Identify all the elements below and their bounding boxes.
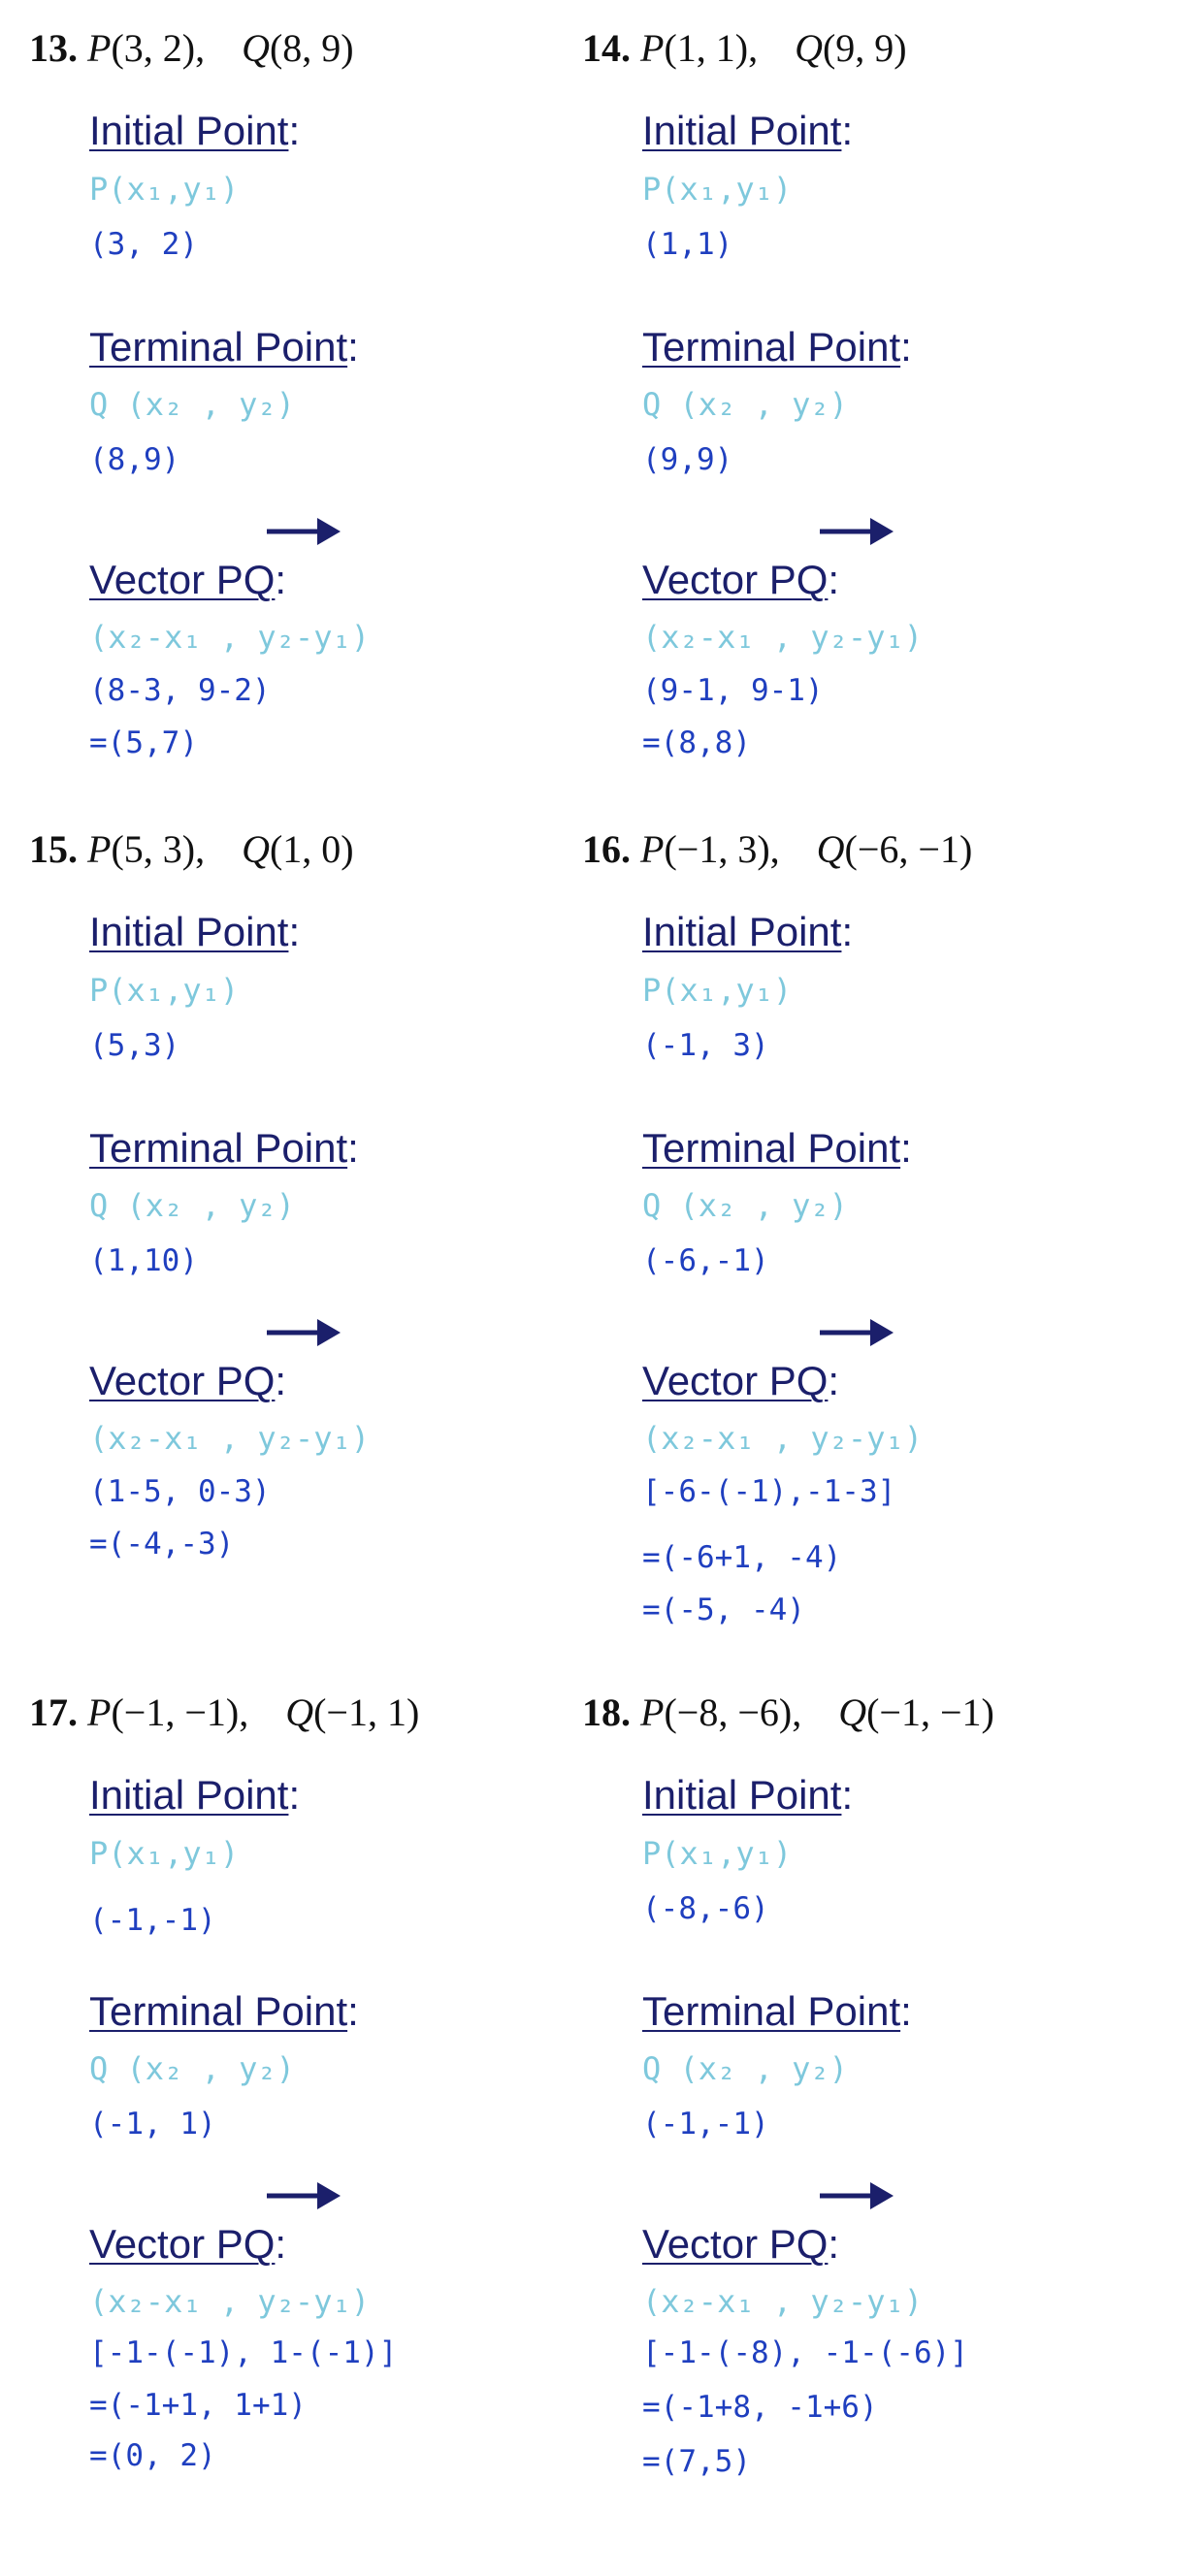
initial-formula: P(x₁,y₁) bbox=[642, 1835, 793, 1872]
vector-pq-label: Vector PQ: bbox=[642, 557, 840, 602]
vector-step-1: (1-5, 0-3) bbox=[89, 1474, 271, 1509]
problem-13 bbox=[29, 25, 572, 859]
initial-formula: P(x₁,y₁) bbox=[89, 1835, 240, 1872]
initial-value: (3, 2) bbox=[89, 227, 198, 262]
vector-step-1: [-6-(-1),-1-3] bbox=[642, 1474, 896, 1509]
terminal-formula: Q (x₂ , y₂) bbox=[642, 2050, 848, 2087]
problem-header: 17. P(−1, −1), Q(−1, 1) bbox=[29, 1690, 420, 1734]
initial-value: (-1,-1) bbox=[89, 1903, 216, 1938]
initial-point-label: Initial Point: bbox=[642, 1772, 854, 1818]
vector-step-2: =(-6+1, -4) bbox=[642, 1540, 842, 1575]
terminal-formula: Q (x₂ , y₂) bbox=[89, 1187, 295, 1224]
vector-step-2: =(-4,-3) bbox=[89, 1527, 235, 1562]
vector-formula: (x₂-x₁ , y₂-y₁) bbox=[642, 619, 923, 656]
terminal-formula: Q (x₂ , y₂) bbox=[89, 386, 295, 423]
terminal-value: (-1, 1) bbox=[89, 2107, 216, 2141]
vector-step-1: [-1-(-8), -1-(-6)] bbox=[642, 2335, 968, 2370]
vector-arrow-icon bbox=[818, 1316, 895, 1349]
problem-16 bbox=[582, 826, 1125, 1660]
initial-value: (5,3) bbox=[89, 1028, 180, 1063]
initial-value: (-8,-6) bbox=[642, 1891, 769, 1926]
vector-step-2: =(8,8) bbox=[642, 725, 751, 760]
terminal-formula: Q (x₂ , y₂) bbox=[642, 386, 848, 423]
vector-step-3: =(7,5) bbox=[642, 2444, 751, 2479]
vector-formula: (x₂-x₁ , y₂-y₁) bbox=[89, 619, 370, 656]
initial-value: (1,1) bbox=[642, 227, 733, 262]
vector-pq-label: Vector PQ: bbox=[89, 1358, 287, 1403]
vector-pq-label: Vector PQ: bbox=[642, 1358, 840, 1403]
terminal-value: (9,9) bbox=[642, 442, 733, 477]
terminal-point-label: Terminal Point: bbox=[642, 1125, 912, 1171]
vector-formula: (x₂-x₁ , y₂-y₁) bbox=[89, 2283, 370, 2320]
vector-step-1: [-1-(-1), 1-(-1)] bbox=[89, 2335, 398, 2370]
initial-point-label: Initial Point: bbox=[89, 108, 301, 153]
vector-step-2: =(5,7) bbox=[89, 725, 198, 760]
problem-header: 18. P(−8, −6), Q(−1, −1) bbox=[582, 1690, 994, 1734]
problem-header: 14. P(1, 1), Q(9, 9) bbox=[582, 26, 907, 70]
vector-arrow-icon bbox=[265, 515, 342, 548]
vector-formula: (x₂-x₁ , y₂-y₁) bbox=[89, 1420, 370, 1457]
terminal-formula: Q (x₂ , y₂) bbox=[89, 2050, 295, 2087]
vector-pq-label: Vector PQ: bbox=[89, 2221, 287, 2267]
vector-arrow-icon bbox=[818, 515, 895, 548]
vector-arrow-icon bbox=[265, 2179, 342, 2212]
terminal-point-label: Terminal Point: bbox=[89, 1125, 359, 1171]
initial-value: (-1, 3) bbox=[642, 1028, 769, 1063]
vector-arrow-icon bbox=[818, 2179, 895, 2212]
initial-formula: P(x₁,y₁) bbox=[89, 972, 240, 1009]
initial-point-label: Initial Point: bbox=[89, 909, 301, 954]
vector-step-2: =(-1+8, -1+6) bbox=[642, 2390, 878, 2425]
terminal-point-label: Terminal Point: bbox=[89, 1988, 359, 2034]
terminal-formula: Q (x₂ , y₂) bbox=[642, 1187, 848, 1224]
initial-formula: P(x₁,y₁) bbox=[642, 972, 793, 1009]
initial-point-label: Initial Point: bbox=[642, 909, 854, 954]
vector-formula: (x₂-x₁ , y₂-y₁) bbox=[642, 1420, 923, 1457]
terminal-point-label: Terminal Point: bbox=[642, 1988, 912, 2034]
problem-header: 16. P(−1, 3), Q(−6, −1) bbox=[582, 827, 973, 871]
terminal-value: (-6,-1) bbox=[642, 1243, 769, 1278]
problem-header: 15. P(5, 3), Q(1, 0) bbox=[29, 827, 354, 871]
problem-14 bbox=[582, 25, 1125, 859]
vector-step-1: (8-3, 9-2) bbox=[89, 673, 271, 708]
terminal-point-label: Terminal Point: bbox=[89, 324, 359, 370]
initial-point-label: Initial Point: bbox=[89, 1772, 301, 1818]
terminal-value: (8,9) bbox=[89, 442, 180, 477]
initial-formula: P(x₁,y₁) bbox=[89, 171, 240, 208]
vector-pq-label: Vector PQ: bbox=[89, 557, 287, 602]
problem-header: 13. P(3, 2), Q(8, 9) bbox=[29, 26, 354, 70]
problem-18 bbox=[582, 1690, 1125, 2524]
vector-pq-label: Vector PQ: bbox=[642, 2221, 840, 2267]
terminal-point-label: Terminal Point: bbox=[642, 324, 912, 370]
vector-step-3: =(-5, -4) bbox=[642, 1593, 805, 1627]
initial-formula: P(x₁,y₁) bbox=[642, 171, 793, 208]
terminal-value: (-1,-1) bbox=[642, 2107, 769, 2141]
initial-point-label: Initial Point: bbox=[642, 108, 854, 153]
vector-step-3: =(0, 2) bbox=[89, 2438, 216, 2473]
problem-17 bbox=[29, 1690, 572, 2524]
problem-15 bbox=[29, 826, 572, 1660]
vector-step-2: =(-1+1, 1+1) bbox=[89, 2388, 307, 2423]
vector-formula: (x₂-x₁ , y₂-y₁) bbox=[642, 2283, 923, 2320]
terminal-value: (1,10) bbox=[89, 1243, 198, 1278]
vector-arrow-icon bbox=[265, 1316, 342, 1349]
vector-step-1: (9-1, 9-1) bbox=[642, 673, 824, 708]
